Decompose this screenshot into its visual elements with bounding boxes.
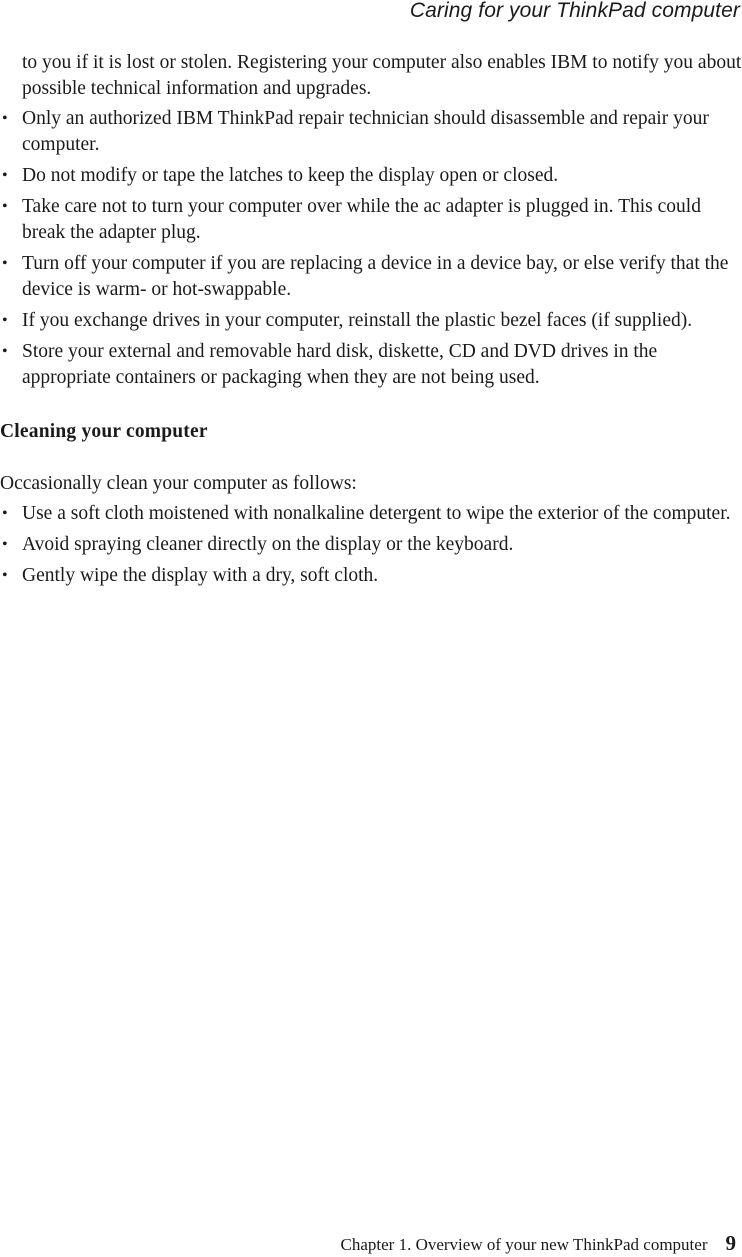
handling-bullet-list xyxy=(0,106,742,391)
continuation-paragraph: to you if it is lost or stolen. Registering your computer also enables IBM to notify you about possible technical information and upgrades. xyxy=(22,52,742,99)
list-item xyxy=(0,106,742,158)
bullet-icon: • xyxy=(2,536,8,553)
list-item xyxy=(0,308,742,334)
cleaning-intro: Occasionally clean your computer as follows: xyxy=(0,473,357,494)
list-item-text: Avoid spraying cleaner directly on the display or the keyboard. xyxy=(22,534,514,555)
list-item-text: Store your external and removable hard disk, diskette, CD and DVD drives in the appropriate containers or packaging when they are not being used. xyxy=(22,341,658,388)
bullet-icon: • xyxy=(2,167,8,184)
bullet-icon: • xyxy=(2,312,8,329)
list-item xyxy=(0,563,742,589)
chapter-label: Chapter 1. Overview of your new ThinkPad computer xyxy=(340,1235,708,1254)
page-footer xyxy=(341,1231,737,1257)
list-item xyxy=(0,194,742,246)
bullet-icon: • xyxy=(2,110,8,127)
bullet-icon: • xyxy=(2,198,8,215)
bullet-icon: • xyxy=(2,343,8,360)
section-heading-cleaning: Cleaning your computer xyxy=(0,421,208,442)
list-item-text: Use a soft cloth moistened with nonalkaline detergent to wipe the exterior of the computer. xyxy=(22,503,731,524)
list-item xyxy=(0,532,742,558)
cleaning-bullet-list xyxy=(0,501,742,589)
list-item xyxy=(0,339,742,391)
list-item-text: Only an authorized IBM ThinkPad repair technician should disassemble and repair your computer. xyxy=(22,108,709,155)
list-item-text: Take care not to turn your computer over while the ac adapter is plugged in. This could break the adapter plug. xyxy=(22,196,701,243)
list-item xyxy=(0,501,742,527)
list-item-text: Do not modify or tape the latches to keep the display open or closed. xyxy=(22,165,559,186)
list-item-text: Gently wipe the display with a dry, soft cloth. xyxy=(22,565,379,586)
bullet-icon: • xyxy=(2,505,8,522)
bullet-icon: • xyxy=(2,567,8,584)
list-item xyxy=(0,163,742,189)
list-item xyxy=(0,251,742,303)
list-item-text: Turn off your computer if you are replacing a device in a device bay, or else verify that the device is warm- or hot-swappable. xyxy=(22,253,729,300)
bullet-icon: • xyxy=(2,255,8,272)
list-item-text: If you exchange drives in your computer, reinstall the plastic bezel faces (if supplied). xyxy=(22,310,693,331)
page-number: 9 xyxy=(725,1231,736,1255)
page-body xyxy=(0,50,742,594)
running-header: Caring for your ThinkPad computer xyxy=(409,0,740,22)
